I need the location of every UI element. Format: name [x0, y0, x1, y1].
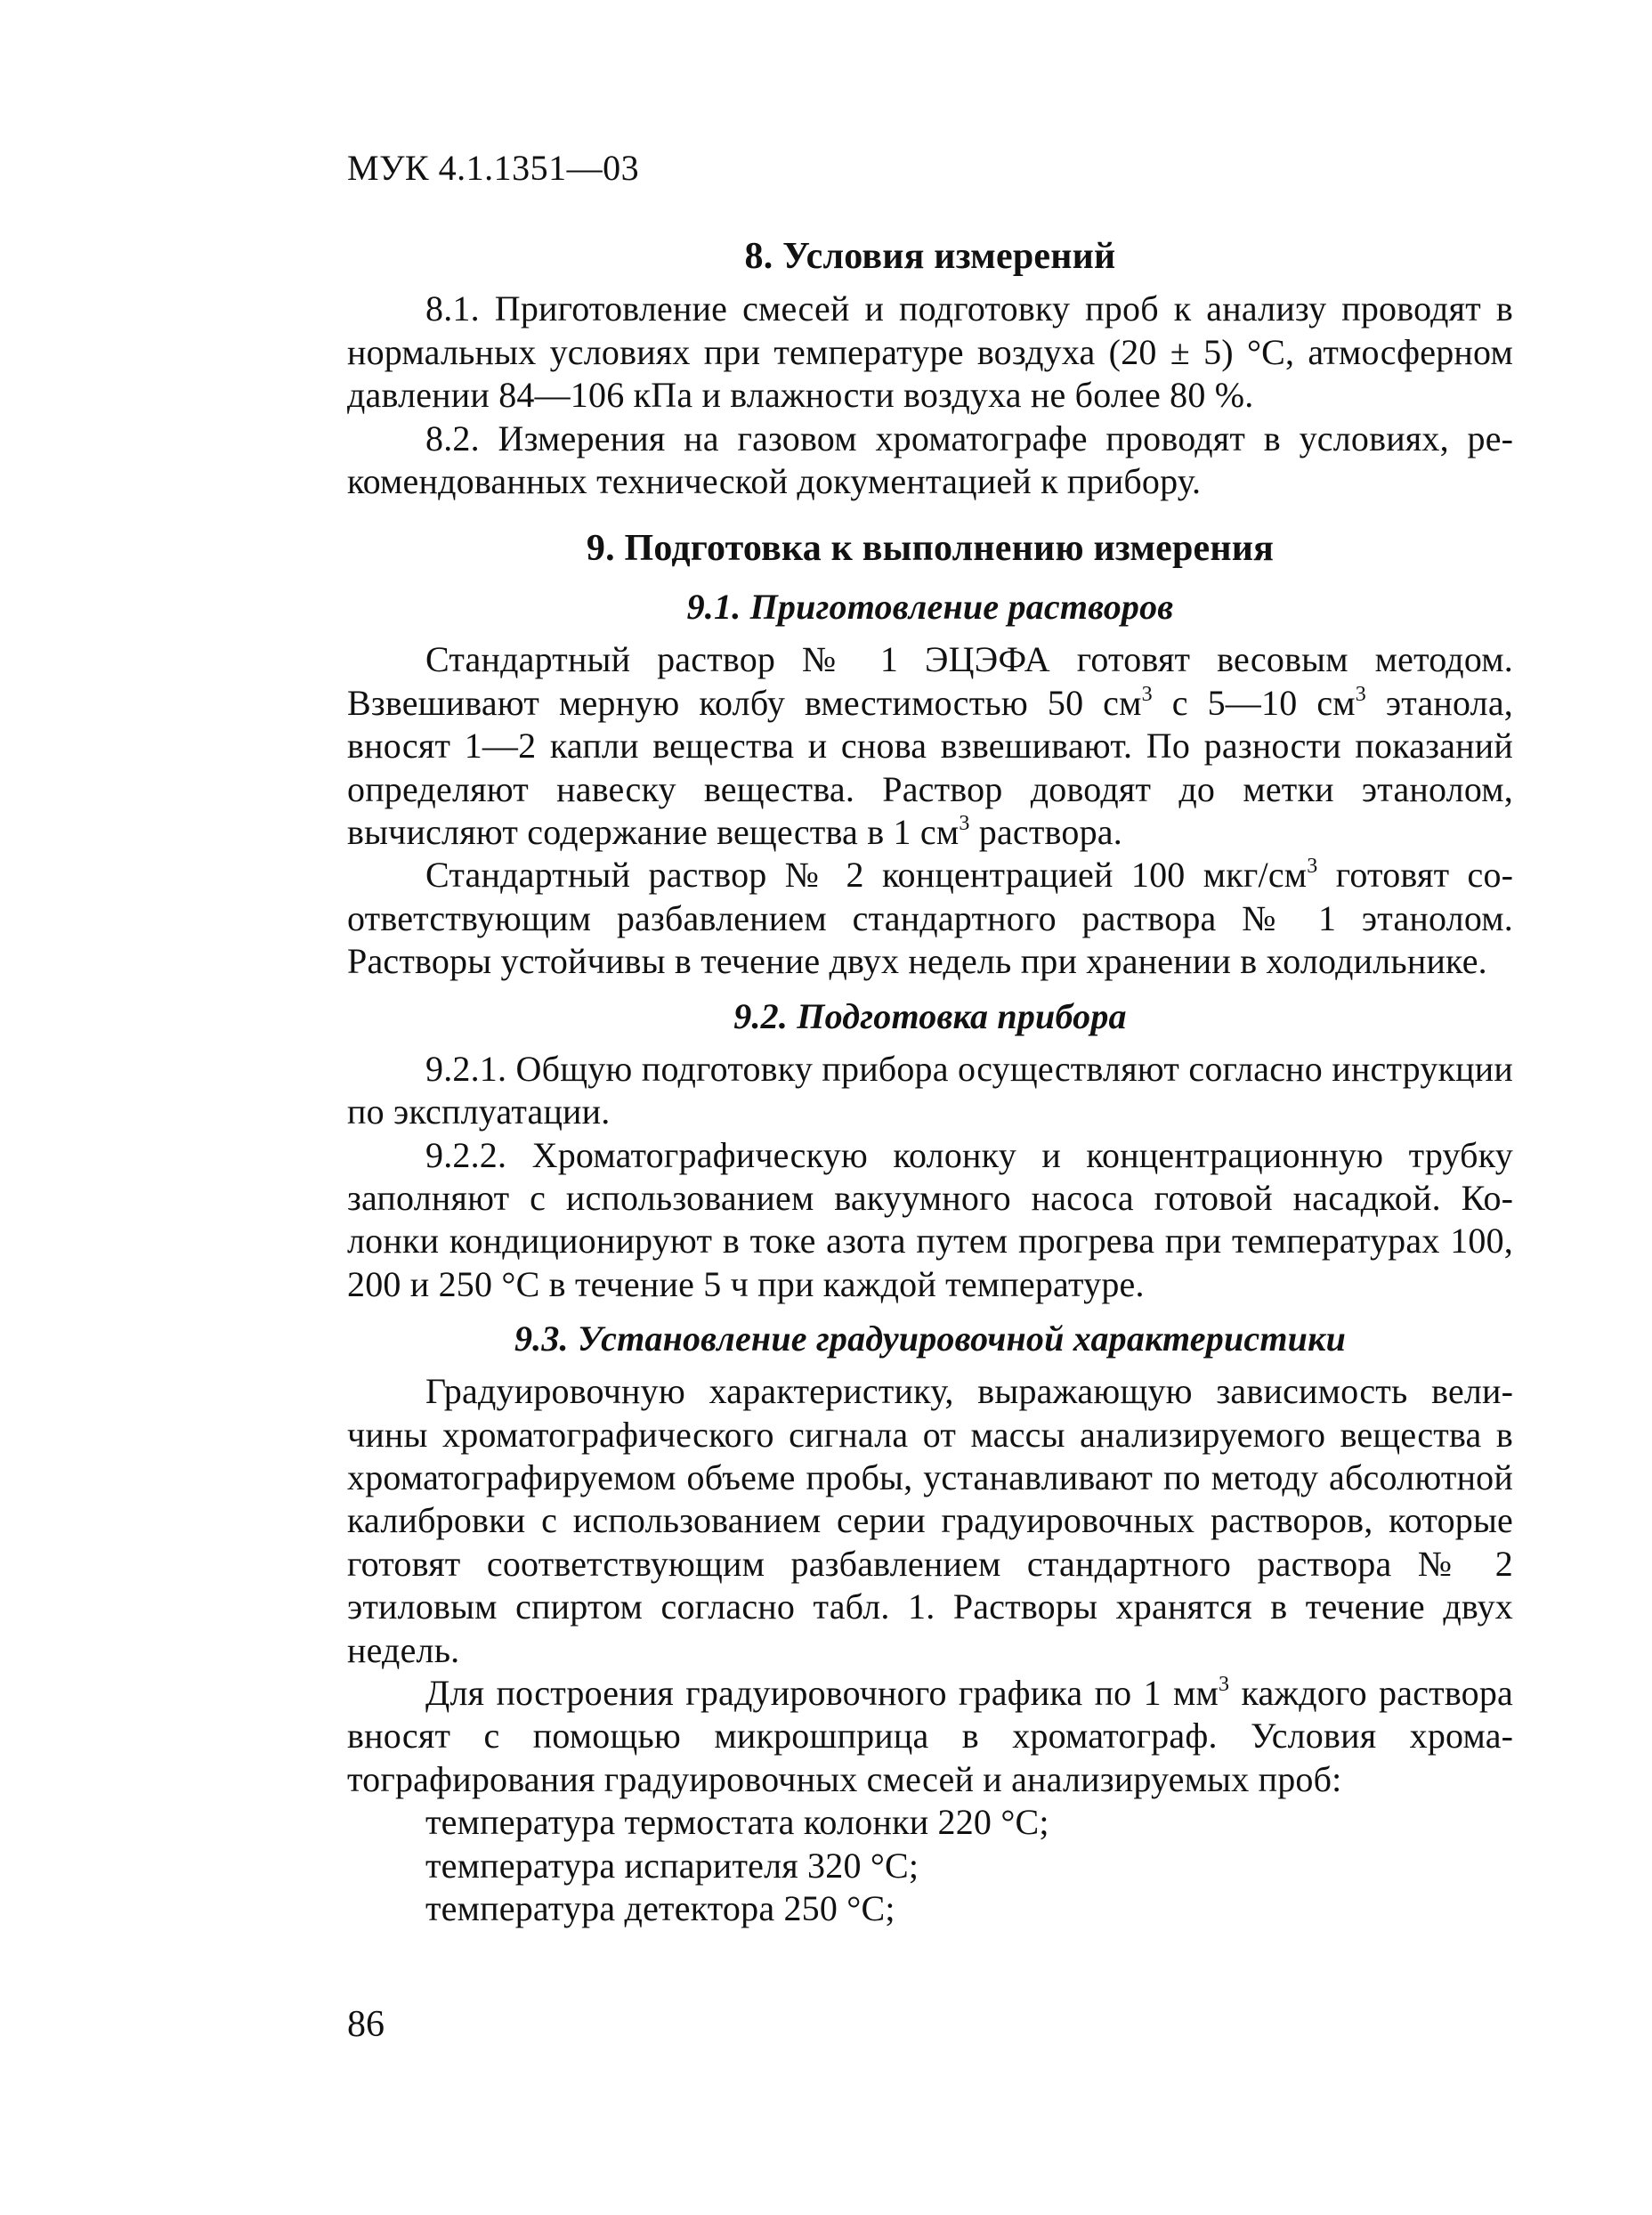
text-run: Для построения градуировочного графика по 1 мм: [425, 1672, 1219, 1713]
section-9-title: 9. Подготовка к выполнению измерения: [586, 528, 1275, 570]
superscript: 3: [1141, 682, 1153, 706]
superscript: 3: [1307, 855, 1318, 879]
text-run: с 5—10 см: [1152, 682, 1356, 723]
text-run: Стандартный раствор № 2 концентрацией 100 мкг/см: [425, 855, 1308, 896]
text-run: Стандартный раствор № 1 ЭЦЭФА готовят весовым методом. Взвешивают мерную колбу вместимостью 50 см: [347, 639, 1513, 723]
paragraph-9-3-calibration: Градуировочную характеристику, выражающую зависимость величины хроматографического сигнала от массы анализируемого вещества в хроматографируемом объеме пробы, устанавливают по методу абсолютной калибровки с использованием серии градуировочных растворов, которые готовят соответствующим разбавлением стандартного раствора № 2 этиловым спиртом согласно табл. 1. Растворы хранятся в течение двух недель.: [347, 1371, 1513, 1670]
text-run: готовят соответствующим разбавлением стандартного раствора № 1 этанолом. Растворы устойчивы в течение двух недель при хранении в холодильнике.: [347, 855, 1513, 982]
superscript: 3: [959, 812, 970, 836]
paragraph-9-3-graph: [347, 1672, 1513, 1801]
paragraph-8-2: 8.2. Измерения на газовом хроматографе проводят в условиях, рекомендованных технической документацией к прибору.: [347, 418, 1513, 502]
subsection-9-3-title: 9.3. Установление градуировочной характеристики: [514, 1318, 1347, 1359]
section-8-title: 8. Условия измерений: [744, 236, 1116, 278]
condition-detector-temperature: температура детектора 250 °С;: [425, 1888, 895, 1928]
paragraph-9-2-1: 9.2.1. Общую подготовку прибора осуществляют согласно инструкции по эксплуатации.: [347, 1048, 1513, 1132]
paragraph-8-1: 8.1. Приготовление смесей и подготовку проб к анализу проводят в нормальных условиях при температуре воздуха (20 ± 5) °С, атмосферном давлении 84—106 кПа и влажности воздуха не более 80 %.: [347, 288, 1513, 416]
condition-evaporator-temperature: температура испарителя 320 °С;: [425, 1845, 919, 1886]
text-run: раствора.: [969, 812, 1122, 853]
superscript: 3: [1219, 1672, 1230, 1696]
text-run: каждого раствора вносят с помощью микрошприца в хроматограф. Условия хроматографирования градуировочных смесей и анализируемых проб:: [347, 1672, 1513, 1799]
document-page: [347, 147, 1513, 1930]
condition-column-temperature: температура термостата колонки 220 °С;: [425, 1802, 1049, 1843]
superscript: 3: [1355, 682, 1366, 706]
subsection-9-1-title: 9.1. Приготовление растворов: [686, 587, 1174, 628]
paragraph-9-1-standard-solution-2: [347, 854, 1513, 983]
text-run: этанола, вносят 1—2 капли вещества и снова взвешивают. По разности показаний определяют навеску вещества. Раствор доводят до метки этанолом, вычисляют содержание вещества в 1 см: [347, 682, 1513, 853]
page-number: 86: [347, 2004, 385, 2045]
document-id: МУК 4.1.1351—03: [347, 148, 640, 188]
paragraph-9-1-standard-solution-1: [347, 638, 1513, 854]
paragraph-9-2-2: 9.2.2. Хроматографическую колонку и концентрационную трубку заполняют с использованием вакуумного насоса готовой насадкой. Колонки кондиционируют в токе азота путем прогрева при температурах 100, 200 и 250 °С в течение 5 ч при каждой температуре.: [347, 1134, 1513, 1304]
subsection-9-2-title: 9.2. Подготовка прибора: [733, 995, 1127, 1036]
